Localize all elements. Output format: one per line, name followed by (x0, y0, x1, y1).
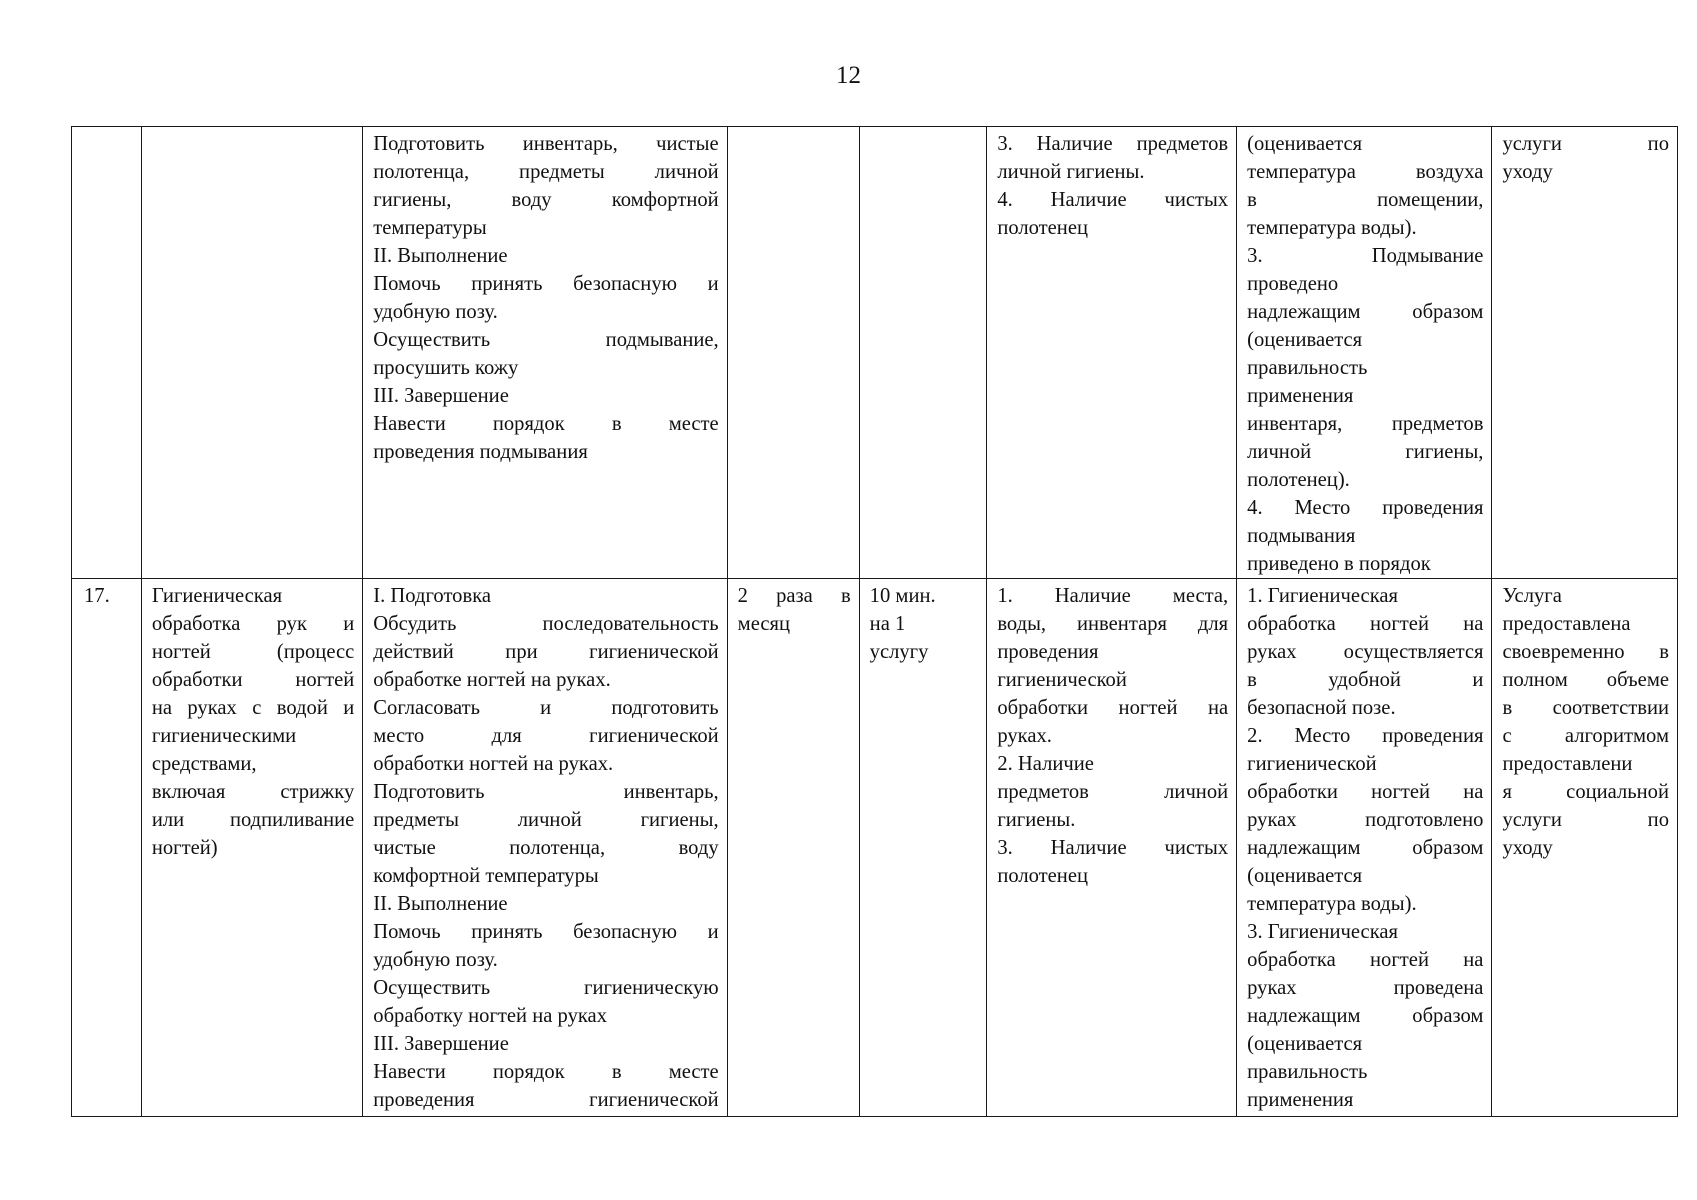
cell-text-line: (оценивается (1247, 865, 1363, 887)
cell-frequency (727, 579, 859, 1117)
cell-procedure (363, 127, 727, 579)
cell-text-line: Навести порядок в месте (373, 413, 719, 435)
cell-text-line: гигиеническими (151, 725, 297, 747)
cell-text-line: гигиены, воду комфортной (373, 189, 719, 211)
cell-text-line: Обсудить последовательность (373, 613, 719, 635)
cell-number: 17. (72, 579, 142, 1117)
cell-text-line: Помочь принять безопасную и (373, 921, 719, 943)
cell-text-line: место для гигиенической (373, 725, 719, 747)
cell-text-line: Подготовить инвентарь, (373, 781, 719, 803)
cell-text-line: или подпиливание (151, 809, 355, 831)
cell-text-line: в помещении, (1247, 189, 1484, 211)
cell-text-line: правильность (1247, 1061, 1368, 1083)
cell-text-line: обработки ногтей на (997, 697, 1229, 719)
cell-conditions (987, 127, 1237, 579)
cell-text-line: 2. Наличие (997, 753, 1094, 775)
cell-text-line: услуги по (1502, 809, 1669, 831)
cell-service-name (141, 579, 362, 1117)
cell-text-line: чистые полотенца, воду (373, 837, 719, 859)
cell-procedure (363, 579, 727, 1117)
cell-text-line: II. Выполнение (373, 893, 508, 915)
cell-text-line: III. Завершение (373, 1033, 509, 1055)
cell-text-line: Навести порядок в месте (373, 1061, 719, 1083)
cell-text-line: Осуществить гигиеническую (373, 977, 719, 999)
cell-text-line: проведения подмывания (373, 441, 588, 463)
cell-text-line: 10 мин. (869, 585, 936, 607)
cell-text-line: предметов личной (997, 781, 1229, 803)
cell-text-line: полотенца, предметы личной (373, 161, 719, 183)
cell-text-line: (оценивается (1247, 329, 1363, 351)
cell-text-line: 4. Место проведения (1247, 497, 1484, 519)
cell-text-line: полотенец (997, 865, 1088, 887)
cell-text-line: применения (1247, 1089, 1354, 1111)
cell-duration (859, 127, 987, 579)
table-row-17 (72, 579, 1678, 1117)
cell-evaluation (1492, 127, 1678, 579)
cell-text-line: в соответствии (1502, 697, 1669, 719)
cell-text-line: 3. Подмывание (1247, 245, 1484, 267)
cell-text-line: предоставлена (1502, 613, 1631, 635)
cell-text-line: применения (1247, 385, 1354, 407)
cell-text-line: безопасной позе. (1247, 697, 1396, 719)
cell-text-line: надлежащим образом (1247, 837, 1484, 859)
cell-indicators (1237, 127, 1492, 579)
cell-evaluation (1492, 579, 1678, 1117)
cell-text-line: предметы личной гигиены, (373, 809, 719, 831)
cell-indicators (1237, 579, 1492, 1117)
cell-text-line: уходу (1502, 161, 1553, 183)
cell-text-line: личной гигиены, (1247, 441, 1484, 463)
cell-text-line: подмывания (1247, 525, 1356, 547)
cell-text-line: надлежащим образом (1247, 1005, 1484, 1027)
cell-text-line: на руках с водой и (151, 697, 355, 719)
cell-text-line: уходу (1502, 837, 1553, 859)
cell-text-line: полотенец). (1247, 469, 1350, 491)
cell-text-line: личной гигиены. (997, 161, 1145, 183)
services-table (71, 126, 1678, 1117)
cell-text-line: обработка рук и (151, 613, 355, 635)
table-row-continued (72, 127, 1678, 579)
cell-text-line: полотенец (997, 217, 1088, 239)
cell-service-name (141, 127, 362, 579)
cell-text-line: Подготовить инвентарь, чистые (373, 133, 719, 155)
cell-text-line: 3. Наличие предметов (997, 133, 1229, 155)
cell-text-line: правильность (1247, 357, 1368, 379)
cell-text-line: Осуществить подмывание, (373, 329, 719, 351)
cell-text-line: ногтей (процесс (151, 641, 355, 663)
cell-text-line: I. Подготовка (373, 585, 492, 607)
cell-text-line: гигиенической (997, 669, 1127, 691)
cell-text-line: инвентаря, предметов (1247, 413, 1484, 435)
cell-text-line: II. Выполнение (373, 245, 508, 267)
cell-text-line: на 1 (869, 613, 906, 635)
cell-text-line: в удобной и (1247, 669, 1484, 691)
cell-text-line: просушить кожу (373, 357, 519, 379)
cell-text-line: я социальной (1502, 781, 1669, 803)
cell-text-line: температура воздуха (1247, 161, 1484, 183)
cell-text-line: месяц (737, 613, 790, 635)
cell-text-line: обработке ногтей на руках. (373, 669, 611, 691)
cell-text-line: 4. Наличие чистых (997, 189, 1229, 211)
cell-text-line: Услуга (1502, 585, 1562, 607)
cell-text-line: включая стрижку (151, 781, 355, 803)
cell-text-line: ногтей) (151, 837, 218, 859)
page-number: 12 (836, 62, 861, 89)
cell-text-line: удобную позу. (373, 301, 498, 323)
cell-text-line: 3. Наличие чистых (997, 837, 1229, 859)
cell-duration (859, 579, 987, 1117)
cell-text-line: (оценивается (1247, 133, 1363, 155)
cell-text-line: III. Завершение (373, 385, 509, 407)
cell-text-line: предоставлени (1502, 753, 1633, 775)
cell-text-line: руках проведена (1247, 977, 1484, 999)
cell-text-line: надлежащим образом (1247, 301, 1484, 323)
cell-text-line: гигиены. (997, 809, 1076, 831)
cell-text-line: Помочь принять безопасную и (373, 273, 719, 295)
cell-text-line: проведения (997, 641, 1099, 663)
cell-text-line: услуги по (1502, 133, 1669, 155)
cell-text-line: руках. (997, 725, 1052, 747)
cell-text-line: проведения гигиенической (373, 1089, 719, 1111)
cell-text-line: обработку ногтей на руках (373, 1005, 607, 1027)
cell-number (72, 127, 142, 579)
cell-text-line: удобную позу. (373, 949, 498, 971)
cell-conditions (987, 579, 1237, 1117)
cell-text-line: обработки ногтей на руках. (373, 753, 614, 775)
cell-text-line: услугу (869, 641, 929, 663)
cell-text-line: своевременно в (1502, 641, 1669, 663)
cell-text-line: воды, инвентаря для (997, 613, 1229, 635)
cell-text-line: полном объеме (1502, 669, 1669, 691)
cell-text-line: руках подготовлено (1247, 809, 1484, 831)
cell-text-line: (оценивается (1247, 1033, 1363, 1055)
cell-text-line: обработки ногтей на (1247, 781, 1484, 803)
cell-text-line: 2 раза в (737, 585, 851, 607)
cell-text-line: 2. Место проведения (1247, 725, 1484, 747)
cell-text-line: температура воды). (1247, 217, 1417, 239)
cell-frequency (727, 127, 859, 579)
cell-text-line: Согласовать и подготовить (373, 697, 719, 719)
cell-text-line: средствами, (151, 753, 257, 775)
cell-text-line: 1. Наличие места, (997, 585, 1229, 607)
cell-text-line: температуры (373, 217, 487, 239)
cell-text-line: Гигиеническая (151, 585, 283, 607)
cell-text-line: температура воды). (1247, 893, 1417, 915)
cell-text-line: с алгоритмом (1502, 725, 1669, 747)
cell-text-line: действий при гигиенической (373, 641, 719, 663)
cell-text-line: обработки ногтей (151, 669, 355, 691)
cell-text-line: 1. Гигиеническая (1247, 585, 1398, 607)
cell-text-line: обработка ногтей на (1247, 949, 1484, 971)
cell-text-line: проведено (1247, 273, 1339, 295)
cell-text-line: приведено в порядок (1247, 553, 1431, 575)
cell-text-line: 3. Гигиеническая (1247, 921, 1398, 943)
cell-text-line: гигиенической (1247, 753, 1377, 775)
cell-text-line: руках осуществляется (1247, 641, 1484, 663)
cell-text-line: комфортной температуры (373, 865, 599, 887)
cell-text-line: обработка ногтей на (1247, 613, 1484, 635)
